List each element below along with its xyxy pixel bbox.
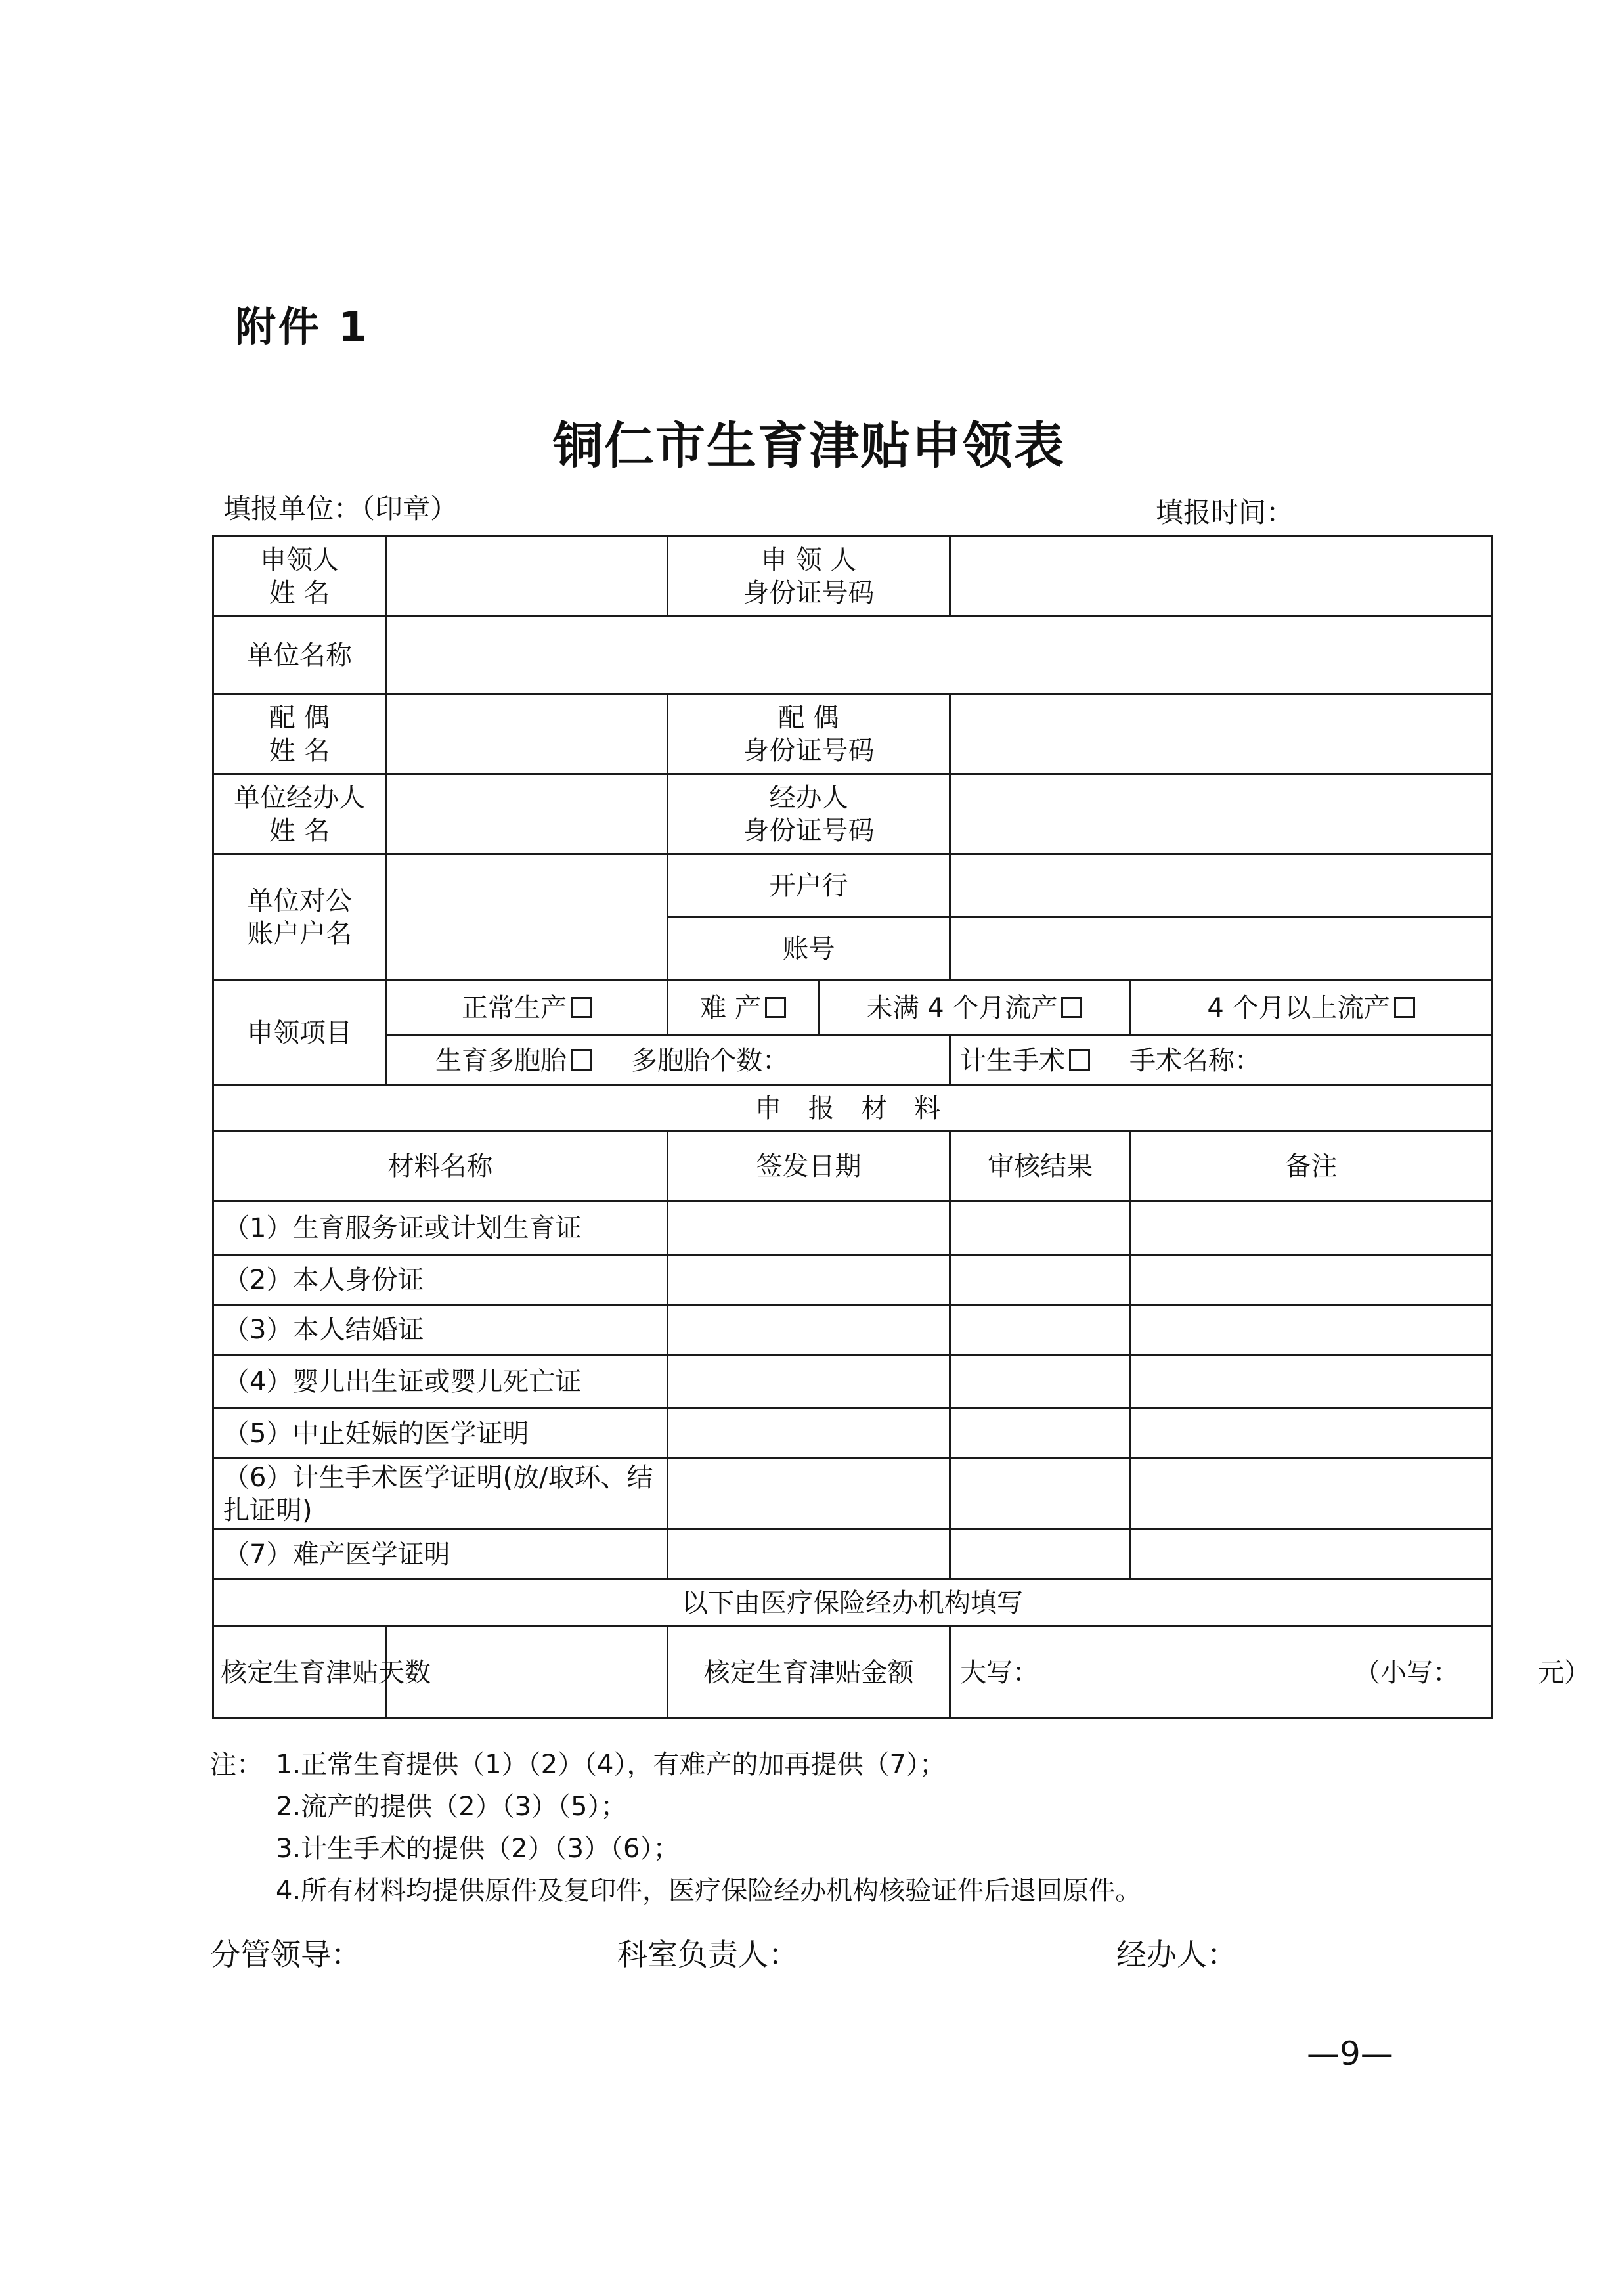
approved-amount-label: 核定生育津贴金额 xyxy=(668,1627,950,1719)
account-number-label: 账号 xyxy=(668,917,950,981)
handler-name-cell[interactable] xyxy=(386,774,668,854)
capital-amount-label: 大写： xyxy=(960,1657,1039,1688)
approved-days-label: 核定生育津贴天数 xyxy=(213,1627,386,1719)
dept-head-signature-label: 科室负责人： xyxy=(617,1937,798,1972)
review-result-cell[interactable] xyxy=(950,1355,1131,1409)
under-4-months-checkbox[interactable] xyxy=(1061,997,1082,1018)
material-row: （7）难产医学证明 xyxy=(213,1530,668,1579)
handler-id-label: 经办人 身份证号码 xyxy=(668,774,950,854)
remark-cell[interactable] xyxy=(1131,1409,1492,1459)
normal-birth-option[interactable]: 正常生产 xyxy=(386,981,668,1036)
multiple-count-label: 多胞胎个数： xyxy=(631,1045,789,1076)
issue-date-cell[interactable] xyxy=(668,1530,950,1579)
remark-cell[interactable] xyxy=(1131,1305,1492,1355)
material-row: （3）本人结婚证 xyxy=(213,1305,668,1355)
material-row: （6）计生手术医学证明(放/取环、结扎证明) xyxy=(213,1459,668,1530)
spouse-id-cell[interactable] xyxy=(950,694,1492,774)
material-row: （5）中止妊娠的医学证明 xyxy=(213,1409,668,1459)
material-row: （2）本人身份证 xyxy=(213,1255,668,1305)
handler-id-cell[interactable] xyxy=(950,774,1492,854)
unit-name-label: 单位名称 xyxy=(213,617,386,694)
account-name-cell[interactable] xyxy=(386,854,668,981)
insurance-section-title: 以下由医疗保险经办机构填写 xyxy=(213,1579,1492,1627)
note-item: 1.正常生育提供（1）（2）（4），有难产的加再提供（7）； xyxy=(276,1750,946,1780)
form-title: 铜仁市生育津贴申领表 xyxy=(553,416,1065,475)
handler-name-label: 单位经办人 姓 名 xyxy=(213,774,386,854)
approved-amount-cell[interactable] xyxy=(950,1627,1590,1719)
column-review-result: 审核结果 xyxy=(950,1132,1131,1201)
notes-label: 注： xyxy=(210,1750,263,1780)
note-item: 4.所有材料均提供原件及复印件，医疗保险经办机构核验证件后退回原件。 xyxy=(276,1876,1142,1906)
multiple-birth-checkbox[interactable] xyxy=(571,1049,592,1071)
fill-time-label: 填报时间： xyxy=(1156,497,1294,529)
applicant-id-cell[interactable] xyxy=(950,537,1492,617)
applicant-id-label: 申 领 人 身份证号码 xyxy=(668,537,950,617)
bank-cell[interactable] xyxy=(950,854,1492,917)
account-name-label: 单位对公 账户户名 xyxy=(213,854,386,981)
bank-label: 开户行 xyxy=(668,854,950,917)
over-4-months-checkbox[interactable] xyxy=(1394,997,1415,1018)
unit-name-cell[interactable] xyxy=(386,617,1492,694)
spouse-name-label: 配 偶 姓 名 xyxy=(213,694,386,774)
multiple-birth-option[interactable]: 生育多胞胎 多胞胎个数： xyxy=(386,1036,950,1086)
review-result-cell[interactable] xyxy=(950,1409,1131,1459)
attachment-label: 附件 1 xyxy=(235,303,370,351)
note-item: 3.计生手术的提供（2）（3）（6）； xyxy=(276,1834,680,1864)
under-4-months-option[interactable]: 未满 4 个月流产 xyxy=(819,981,1131,1036)
spouse-id-label: 配 偶 身份证号码 xyxy=(668,694,950,774)
family-planning-option[interactable]: 计生手术 手术名称： xyxy=(950,1036,1492,1086)
applicant-name-label: 申领人 姓 名 xyxy=(213,537,386,617)
material-row: （4）婴儿出生证或婴儿死亡证 xyxy=(213,1355,668,1409)
surgery-name-label: 手术名称： xyxy=(1129,1045,1261,1076)
review-result-cell[interactable] xyxy=(950,1255,1131,1305)
issue-date-cell[interactable] xyxy=(668,1201,950,1255)
column-issue-date: 签发日期 xyxy=(668,1132,950,1201)
handler-signature-label: 经办人： xyxy=(1116,1937,1237,1972)
over-4-months-option[interactable]: 4 个月以上流产 xyxy=(1131,981,1492,1036)
issue-date-cell[interactable] xyxy=(668,1355,950,1409)
remark-cell[interactable] xyxy=(1131,1255,1492,1305)
remark-cell[interactable] xyxy=(1131,1355,1492,1409)
account-number-cell[interactable] xyxy=(950,917,1492,981)
issue-date-cell[interactable] xyxy=(668,1255,950,1305)
remark-cell[interactable] xyxy=(1131,1201,1492,1255)
applicant-name-cell[interactable] xyxy=(386,537,668,617)
review-result-cell[interactable] xyxy=(950,1201,1131,1255)
remark-cell[interactable] xyxy=(1131,1530,1492,1579)
column-material-name: 材料名称 xyxy=(213,1132,668,1201)
page-number: —9— xyxy=(1307,2035,1393,2073)
spouse-name-cell[interactable] xyxy=(386,694,668,774)
family-planning-checkbox[interactable] xyxy=(1069,1049,1090,1071)
review-result-cell[interactable] xyxy=(950,1305,1131,1355)
note-item: 2.流产的提供（2）（3）（5）； xyxy=(276,1792,627,1822)
small-amount-label: （小写： xyxy=(1354,1657,1459,1688)
normal-birth-checkbox[interactable] xyxy=(571,997,592,1018)
notes xyxy=(210,1744,1141,1912)
issue-date-cell[interactable] xyxy=(668,1409,950,1459)
review-result-cell[interactable] xyxy=(950,1530,1131,1579)
fill-unit-label: 填报单位：（印章） xyxy=(223,493,458,525)
column-remark: 备注 xyxy=(1131,1132,1492,1201)
review-result-cell[interactable] xyxy=(950,1459,1131,1530)
application-form-table xyxy=(212,535,1590,1719)
remark-cell[interactable] xyxy=(1131,1459,1492,1530)
leader-signature-label: 分管领导： xyxy=(210,1937,361,1972)
material-row: （1）生育服务证或计划生育证 xyxy=(213,1201,668,1255)
materials-section-title: 申 报 材 料 xyxy=(213,1086,1492,1132)
claim-item-label: 申领项目 xyxy=(213,981,386,1086)
issue-date-cell[interactable] xyxy=(668,1459,950,1530)
yuan-label: 元） xyxy=(1538,1657,1590,1688)
difficult-birth-option[interactable]: 难 产 xyxy=(668,981,819,1036)
difficult-birth-checkbox[interactable] xyxy=(765,997,786,1018)
issue-date-cell[interactable] xyxy=(668,1305,950,1355)
